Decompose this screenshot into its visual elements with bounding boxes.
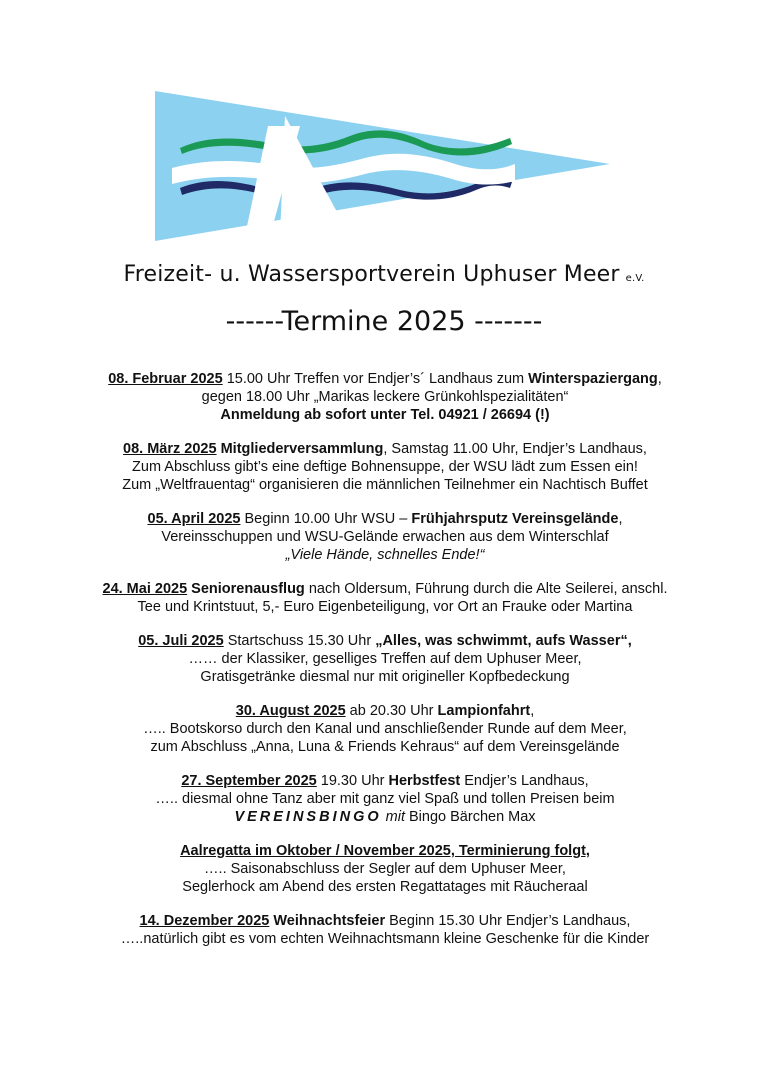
bingo-title: VEREINSBINGO [234, 809, 382, 825]
event-text: , [657, 371, 662, 387]
club-pennant-logo [150, 86, 620, 246]
organization-suffix: e.V. [625, 273, 645, 284]
event-item [40, 370, 730, 424]
event-line-1 [40, 440, 730, 458]
event-date: 24. Mai 2025 [102, 581, 188, 597]
event-line-2: …… der Klassiker, geselliges Treffen auf dem Uphuser Meer, [188, 651, 582, 667]
event-text: nach Oldersum, Führung durch die Alte Seilerei, anschl. [304, 581, 668, 597]
event-highlight: Anmeldung ab sofort unter Tel. 04921 / 26694 (!) [220, 407, 550, 423]
event-date: Aalregatta im Oktober / November 2025, Terminierung folgt, [180, 843, 590, 859]
event-line-3 [40, 406, 730, 424]
event-highlight: Herbstfest [388, 773, 461, 789]
event-text: ab 20.30 Uhr [345, 703, 438, 719]
event-text: 15.00 Uhr Treffen vor Endjer’s´ Landhaus zum [222, 371, 529, 387]
event-list [40, 370, 730, 964]
organization-name-text: Freizeit- u. Wassersportverein Uphuser Meer [123, 262, 620, 287]
event-line-1 [40, 912, 730, 930]
event-text: Bingo Bärchen Max [404, 809, 536, 825]
event-text: , Samstag 11.00 Uhr, Endjer’s Landhaus, [383, 441, 647, 457]
event-line-3: Gratisgetränke diesmal nur mit origineller Kopfbedeckung [200, 669, 570, 685]
event-text: Endjer’s Landhaus, [460, 773, 589, 789]
event-highlight: Mitgliederversammlung [216, 441, 384, 457]
event-line-1 [40, 510, 730, 528]
event-date: 14. Dezember 2025 [139, 913, 270, 929]
event-line-2: …..natürlich gibt es vom echten Weihnachtsmann kleine Geschenke für die Kinder [120, 931, 650, 947]
event-text: , [530, 703, 535, 719]
event-line-3 [40, 546, 730, 564]
event-item [40, 772, 730, 826]
event-item [40, 510, 730, 564]
event-item [40, 580, 730, 616]
event-line-2: ….. diesmal ohne Tanz aber mit ganz viel Spaß und tollen Preisen beim [155, 791, 615, 807]
event-highlight: „Alles, was schwimmt, aufs Wasser“, [375, 633, 632, 649]
event-date: 27. September 2025 [181, 773, 317, 789]
event-date: 05. April 2025 [147, 511, 241, 527]
event-highlight: Winterspaziergang [528, 371, 658, 387]
event-date: 08. März 2025 [123, 441, 217, 457]
event-date: 30. August 2025 [235, 703, 346, 719]
page-title: ------Termine 2025 ------- [225, 306, 543, 337]
event-text: 19.30 Uhr [316, 773, 389, 789]
event-highlight: Weihnachtsfeier [269, 913, 386, 929]
event-item [40, 912, 730, 948]
event-line-1 [40, 702, 730, 720]
event-line-2: gegen 18.00 Uhr „Marikas leckere Grünkohlspezialitäten“ [201, 389, 569, 405]
event-item [40, 842, 730, 896]
event-highlight: Frühjahrsputz Vereinsgelände [411, 511, 619, 527]
event-item [40, 632, 730, 686]
event-line-1 [40, 632, 730, 650]
event-text: , [618, 511, 623, 527]
event-line-1 [40, 580, 730, 598]
event-line-3: Seglerhock am Abend des ersten Regattatages mit Räucheraal [182, 879, 588, 895]
event-line-1 [40, 772, 730, 790]
event-line-1 [40, 370, 730, 388]
event-line-2: Zum Abschluss gibt’s eine deftige Bohnensuppe, der WSU lädt zum Essen ein! [132, 459, 638, 475]
event-highlight: Seniorenausflug [187, 581, 305, 597]
event-item [40, 702, 730, 756]
organization-name [0, 262, 768, 287]
event-text: Beginn 10.00 Uhr WSU – [240, 511, 412, 527]
event-line-3: zum Abschluss „Anna, Luna & Friends Kehraus“ auf dem Vereinsgelände [150, 739, 620, 755]
event-highlight: Lampionfahrt [437, 703, 531, 719]
event-line-3 [40, 808, 730, 826]
event-line-1 [40, 842, 730, 860]
event-item [40, 440, 730, 494]
event-line-2: ….. Bootskorso durch den Kanal und anschließender Runde auf dem Meer, [143, 721, 627, 737]
event-date: 08. Februar 2025 [108, 371, 223, 387]
event-line-3: Zum „Weltfrauentag“ organisieren die männlichen Teilnehmer ein Nachtisch Buffet [122, 477, 648, 493]
event-line-2: Tee und Krintstuut, 5,- Euro Eigenbeteiligung, vor Ort an Frauke oder Martina [137, 599, 633, 615]
event-date: 05. Juli 2025 [138, 633, 224, 649]
event-text: mit [381, 809, 405, 825]
event-text: Beginn 15.30 Uhr Endjer’s Landhaus, [385, 913, 631, 929]
event-line-2: Vereinsschuppen und WSU-Gelände erwachen aus dem Winterschlaf [161, 529, 609, 545]
event-line-2: ….. Saisonabschluss der Segler auf dem Uphuser Meer, [204, 861, 566, 877]
event-text: Startschuss 15.30 Uhr [223, 633, 376, 649]
event-quote: „Viele Hände, schnelles Ende!“ [285, 547, 485, 563]
